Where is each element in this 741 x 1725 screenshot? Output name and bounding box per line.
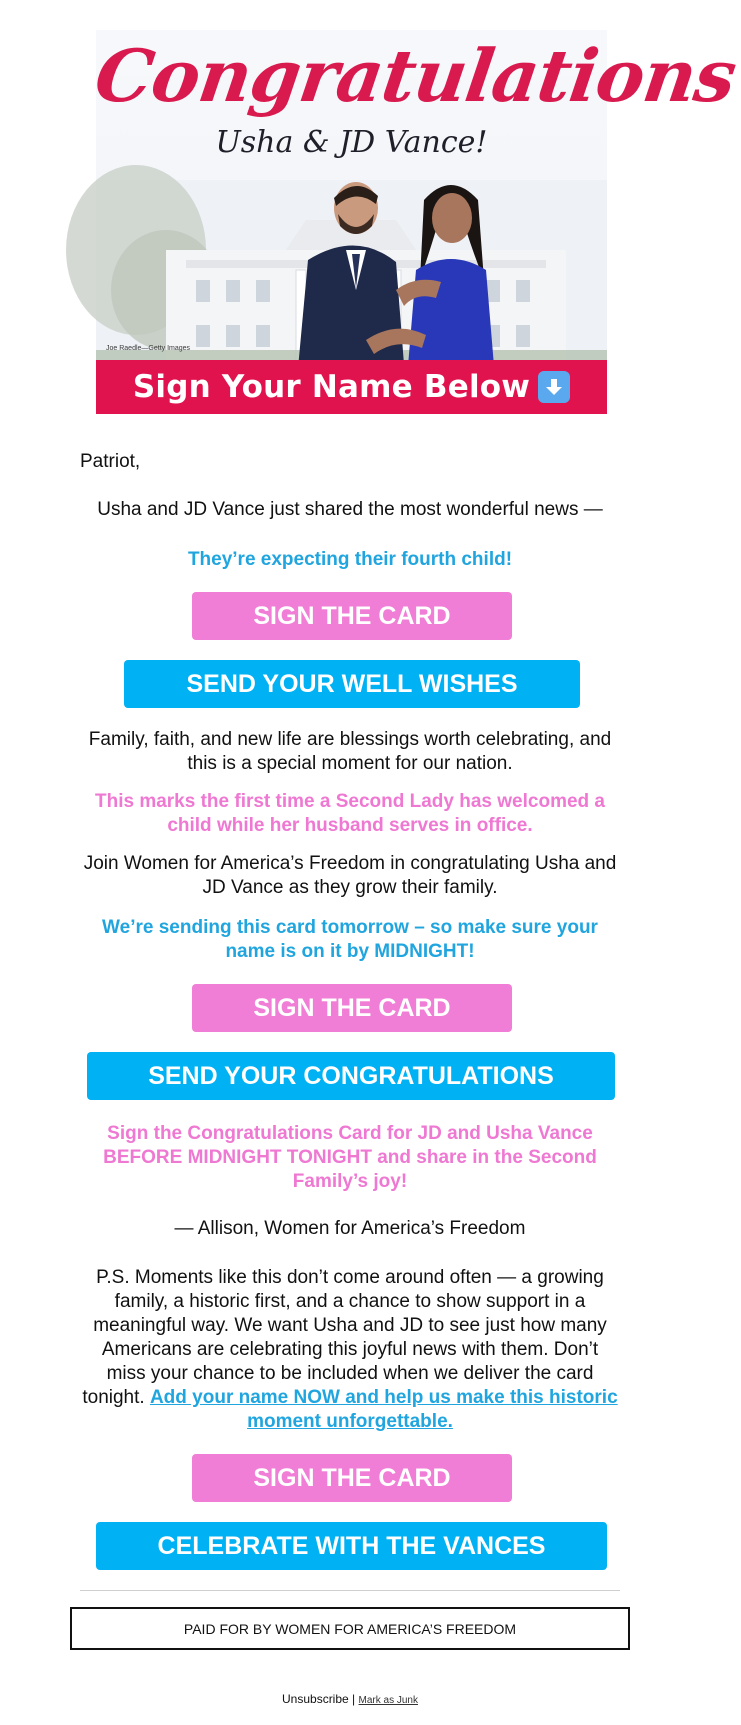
join-paragraph: Join Women for America’s Freedom in congratulating Usha and JD Vance as they grow their family. — [83, 853, 617, 898]
footer — [0, 1692, 700, 1706]
family-paragraph: Family, faith, and new life are blessings worth celebrating, and this is a special moment for our nation. — [88, 729, 612, 774]
down-arrow-icon — [538, 371, 570, 403]
hero-title: Congratulations — [90, 33, 741, 118]
congratulations-button[interactable]: SEND YOUR CONGRATULATIONS — [87, 1052, 615, 1100]
photo-credit: Joe Raedle—Getty Images — [106, 345, 191, 352]
deadline-text: We’re sending this card tomorrow – so make sure your name is on it by MIDNIGHT! — [102, 917, 598, 962]
unsubscribe-link[interactable]: Unsubscribe — [282, 1692, 349, 1706]
sign-banner[interactable] — [96, 360, 607, 414]
well-wishes-button[interactable]: SEND YOUR WELL WISHES — [124, 660, 580, 708]
hero-subtitle: Usha & JD Vance! — [215, 125, 488, 160]
add-name-link[interactable]: Add your name NOW and help us make this historic moment unforgettable. — [149, 1387, 618, 1432]
ps-paragraph — [80, 1266, 620, 1434]
hero-image[interactable] — [90, 30, 741, 414]
couple-photo — [246, 170, 526, 390]
announcement-text: They’re expecting their fourth child! — [187, 549, 513, 570]
paid-for-disclaimer: PAID FOR BY WOMEN FOR AMERICA’S FREEDOM — [70, 1607, 630, 1650]
intro-text: Usha and JD Vance just shared the most wonderful news — — [97, 499, 603, 520]
first-time-text: This marks the first time a Second Lady has welcomed a child while her husband serves in office. — [94, 791, 605, 836]
sign-card-button-1[interactable]: SIGN THE CARD — [192, 592, 512, 640]
celebrate-button[interactable]: CELEBRATE WITH THE VANCES — [96, 1522, 607, 1570]
ps-text: P.S. Moments like this don’t come around often — a growing family, a historic first, and a chance to show support in a meaningful way. We want Usha and JD to see just how many Americans are celebrating this joyful news with them. Don’t miss your chance to be included when we deliver the card tonight. — [82, 1267, 607, 1408]
greeting: Patriot, — [80, 451, 141, 472]
signature: — Allison, Women for America’s Freedom — [174, 1218, 526, 1239]
divider — [80, 1590, 620, 1591]
sign-card-button-2[interactable]: SIGN THE CARD — [192, 984, 512, 1032]
before-midnight-text: Sign the Congratulations Card for JD and Usha Vance BEFORE MIDNIGHT TONIGHT and share in the Second Family’s joy! — [103, 1123, 597, 1192]
mark-as-junk-link[interactable]: Mark as Junk — [358, 1695, 418, 1706]
sign-card-button-3[interactable]: SIGN THE CARD — [192, 1454, 512, 1502]
footer-separator: | — [352, 1692, 356, 1706]
sign-banner-text: Sign Your Name Below — [132, 369, 531, 405]
